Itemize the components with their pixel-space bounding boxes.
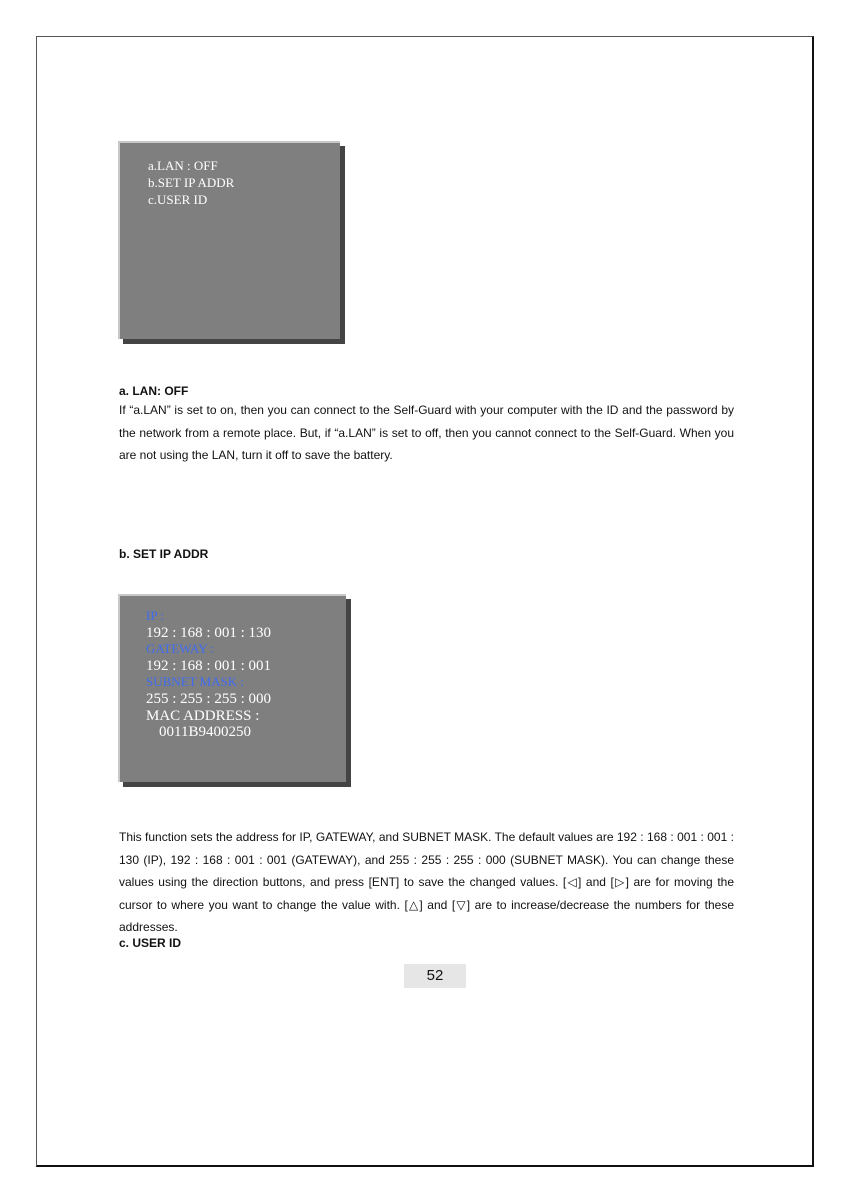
section-b-heading: b. SET IP ADDR [119,547,209,561]
ip-value: 192 : 168 : 001 : 130 [146,624,272,641]
menu-item-lan: a.LAN : OFF [148,158,218,173]
subnet-mask-value: 255 : 255 : 255 : 000 [146,690,272,707]
gateway-label: GATEWAY : [146,641,215,657]
menu-item-set-ip-addr: b.SET IP ADDR [148,175,235,190]
section-a-heading: a. LAN: OFF [119,384,189,398]
page-number: 52 [404,964,466,988]
section-c-heading: c. USER ID [119,936,182,950]
ip-address-screen [118,594,346,782]
subnet-mask-label: SUBNET MASK : [146,674,245,690]
gateway-value: 192 : 168 : 001 : 001 [146,657,272,674]
ip-label: IP : [146,608,164,623]
section-b-body: This function sets the address for IP, GATEWAY, and SUBNET MASK. The default values are 192 : 168 : 001 : 001 : 130 (IP), 192 : 168 : 001 : 001 (GATEWAY), and 255 : 255 : 255 : 000 (SUBNET MASK). You can change these values using the direction buttons, and press [ENT] to save the changed values. [◁] and [▷] are for moving the cursor to where you want to change the value with. [△] and [▽] are to increase/decrease the numbers for these addresses. [119,830,734,934]
menu-item-user-id: c.USER ID [148,192,208,207]
lan-menu-screen [118,141,340,339]
section-a-body: If “a.LAN” is set to on, then you can connect to the Self-Guard with your computer with the ID and the password by the network from a remote place. But, if “a.LAN” is set to off, then you cannot connect to the Self-Guard. When you are not using the LAN, turn it off to save the battery. [119,403,734,462]
mac-address-label: MAC ADDRESS : [146,707,260,724]
mac-address-value: 0011B9400250 [159,724,251,741]
